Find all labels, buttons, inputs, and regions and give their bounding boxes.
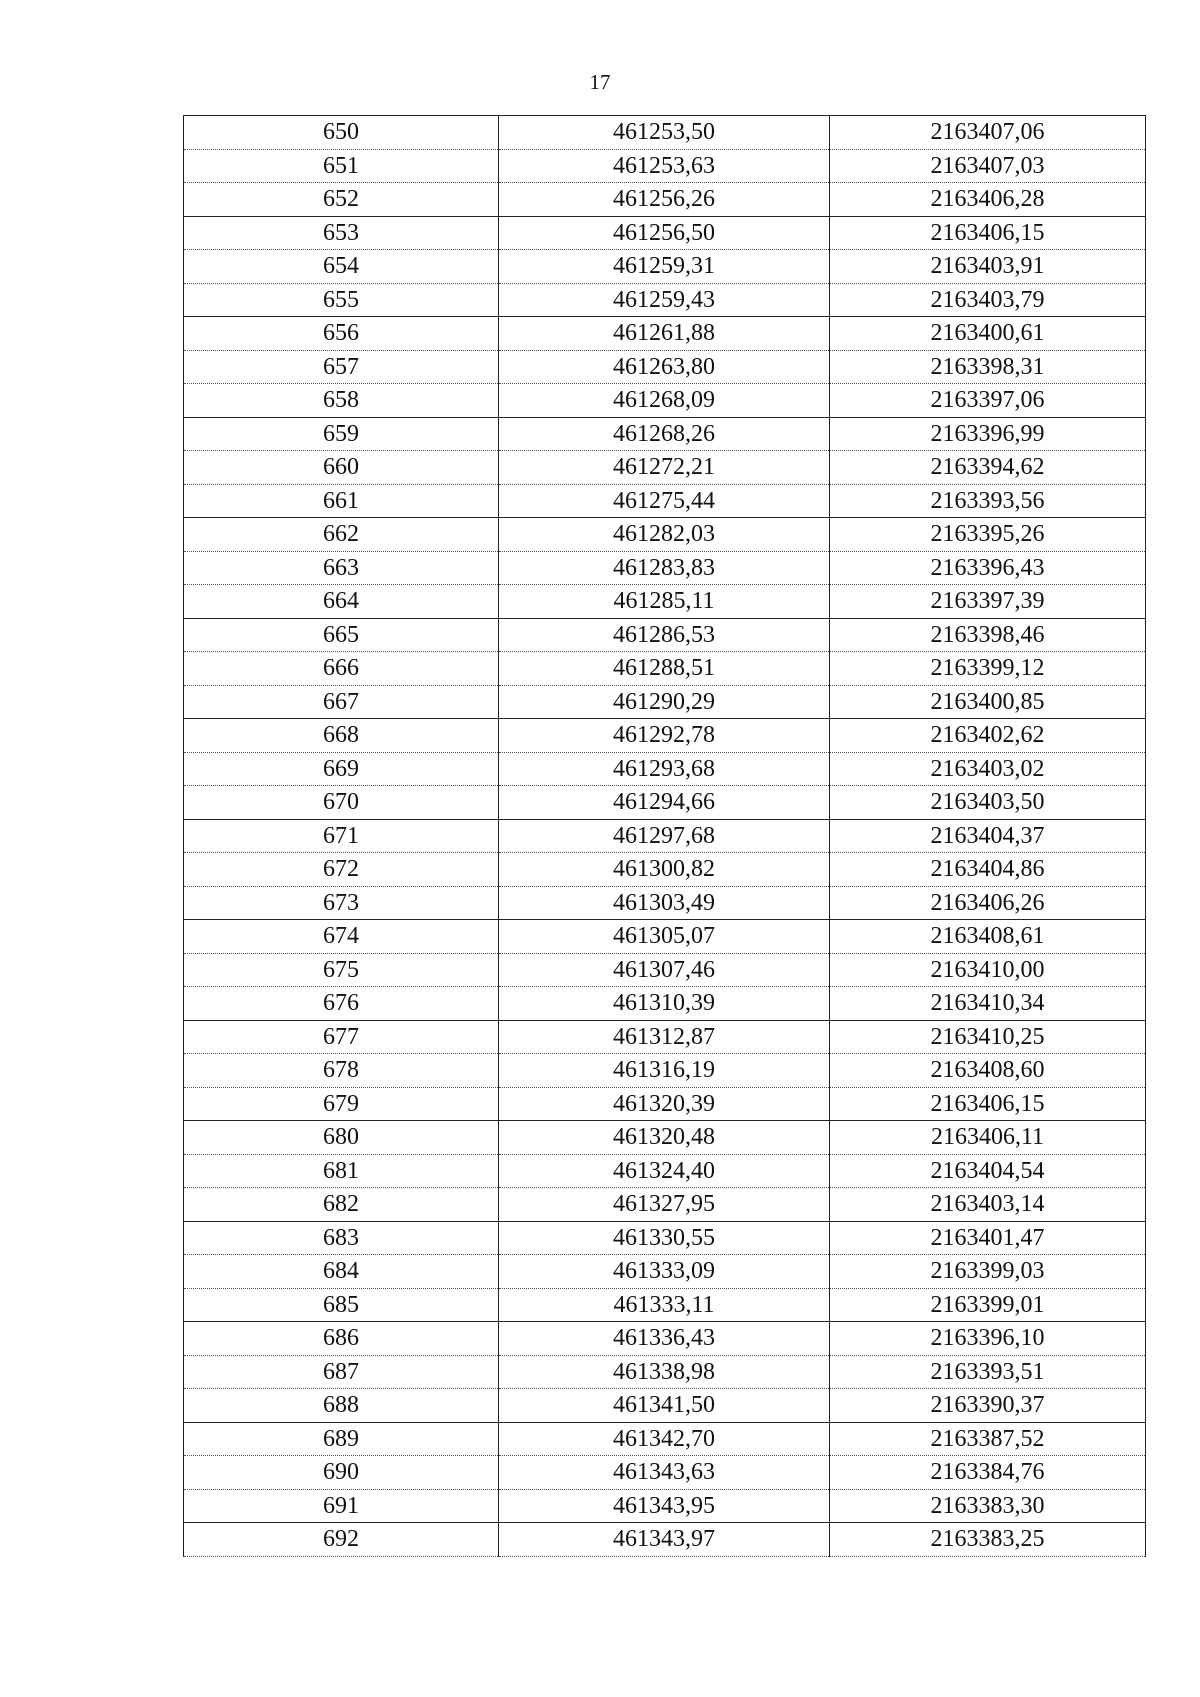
point-number-cell: 651 [184,149,499,183]
y-coordinate-cell: 2163410,34 [830,987,1146,1021]
point-number-cell: 685 [184,1288,499,1322]
table-row [184,1121,1146,1155]
table-row [184,1221,1146,1255]
table-row [184,685,1146,719]
x-coordinate-cell: 461307,46 [499,953,830,987]
page-number: 17 [589,70,611,94]
x-coordinate-cell: 461259,31 [499,250,830,284]
y-coordinate-cell: 2163384,76 [830,1456,1146,1490]
point-number-cell: 653 [184,216,499,250]
point-number-cell: 691 [184,1489,499,1523]
x-coordinate-cell: 461292,78 [499,719,830,753]
point-number-cell: 667 [184,685,499,719]
y-coordinate-cell: 2163406,28 [830,183,1146,217]
point-number-cell: 678 [184,1054,499,1088]
x-coordinate-cell: 461297,68 [499,819,830,853]
y-coordinate-cell: 2163390,37 [830,1389,1146,1423]
point-number-cell: 686 [184,1322,499,1356]
y-coordinate-cell: 2163406,11 [830,1121,1146,1155]
x-coordinate-cell: 461324,40 [499,1154,830,1188]
coordinates-table [183,115,1146,1557]
y-coordinate-cell: 2163403,79 [830,283,1146,317]
table-row [184,183,1146,217]
table-row [184,317,1146,351]
point-number-cell: 682 [184,1188,499,1222]
y-coordinate-cell: 2163399,01 [830,1288,1146,1322]
x-coordinate-cell: 461305,07 [499,920,830,954]
x-coordinate-cell: 461261,88 [499,317,830,351]
y-coordinate-cell: 2163408,60 [830,1054,1146,1088]
table-row [184,953,1146,987]
table-row [184,886,1146,920]
point-number-cell: 671 [184,819,499,853]
table-row [184,1355,1146,1389]
point-number-cell: 666 [184,652,499,686]
y-coordinate-cell: 2163396,10 [830,1322,1146,1356]
x-coordinate-cell: 461268,09 [499,384,830,418]
point-number-cell: 664 [184,585,499,619]
point-number-cell: 658 [184,384,499,418]
x-coordinate-cell: 461333,11 [499,1288,830,1322]
x-coordinate-cell: 461275,44 [499,484,830,518]
y-coordinate-cell: 2163404,86 [830,853,1146,887]
y-coordinate-cell: 2163400,85 [830,685,1146,719]
point-number-cell: 655 [184,283,499,317]
x-coordinate-cell: 461320,39 [499,1087,830,1121]
x-coordinate-cell: 461282,03 [499,518,830,552]
table-row [184,417,1146,451]
table-row [184,819,1146,853]
y-coordinate-cell: 2163396,43 [830,551,1146,585]
y-coordinate-cell: 2163397,06 [830,384,1146,418]
table-row [184,1322,1146,1356]
table-row [184,1456,1146,1490]
x-coordinate-cell: 461286,53 [499,618,830,652]
point-number-cell: 672 [184,853,499,887]
x-coordinate-cell: 461263,80 [499,350,830,384]
y-coordinate-cell: 2163403,50 [830,786,1146,820]
table-row [184,551,1146,585]
y-coordinate-cell: 2163407,06 [830,116,1146,150]
point-number-cell: 689 [184,1422,499,1456]
table-row [184,116,1146,150]
point-number-cell: 660 [184,451,499,485]
y-coordinate-cell: 2163383,30 [830,1489,1146,1523]
x-coordinate-cell: 461294,66 [499,786,830,820]
point-number-cell: 659 [184,417,499,451]
point-number-cell: 676 [184,987,499,1021]
y-coordinate-cell: 2163407,03 [830,149,1146,183]
y-coordinate-cell: 2163402,62 [830,719,1146,753]
point-number-cell: 669 [184,752,499,786]
table-row [184,149,1146,183]
table-row [184,1188,1146,1222]
table-row [184,250,1146,284]
table-row [184,1288,1146,1322]
table-row [184,1154,1146,1188]
y-coordinate-cell: 2163401,47 [830,1221,1146,1255]
y-coordinate-cell: 2163403,91 [830,250,1146,284]
x-coordinate-cell: 461259,43 [499,283,830,317]
y-coordinate-cell: 2163403,14 [830,1188,1146,1222]
y-coordinate-cell: 2163406,15 [830,1087,1146,1121]
table-row [184,350,1146,384]
x-coordinate-cell: 461343,95 [499,1489,830,1523]
x-coordinate-cell: 461288,51 [499,652,830,686]
x-coordinate-cell: 461316,19 [499,1054,830,1088]
y-coordinate-cell: 2163383,25 [830,1523,1146,1557]
y-coordinate-cell: 2163398,31 [830,350,1146,384]
point-number-cell: 650 [184,116,499,150]
x-coordinate-cell: 461290,29 [499,685,830,719]
x-coordinate-cell: 461283,83 [499,551,830,585]
y-coordinate-cell: 2163408,61 [830,920,1146,954]
point-number-cell: 687 [184,1355,499,1389]
y-coordinate-cell: 2163410,25 [830,1020,1146,1054]
table-row [184,384,1146,418]
x-coordinate-cell: 461341,50 [499,1389,830,1423]
y-coordinate-cell: 2163395,26 [830,518,1146,552]
x-coordinate-cell: 461300,82 [499,853,830,887]
point-number-cell: 683 [184,1221,499,1255]
table-row [184,786,1146,820]
x-coordinate-cell: 461336,43 [499,1322,830,1356]
x-coordinate-cell: 461303,49 [499,886,830,920]
point-number-cell: 675 [184,953,499,987]
y-coordinate-cell: 2163404,54 [830,1154,1146,1188]
point-number-cell: 680 [184,1121,499,1155]
table-row [184,719,1146,753]
y-coordinate-cell: 2163394,62 [830,451,1146,485]
coordinates-table-body [184,116,1146,1557]
point-number-cell: 673 [184,886,499,920]
x-coordinate-cell: 461327,95 [499,1188,830,1222]
table-row [184,1255,1146,1289]
point-number-cell: 654 [184,250,499,284]
y-coordinate-cell: 2163393,56 [830,484,1146,518]
x-coordinate-cell: 461272,21 [499,451,830,485]
y-coordinate-cell: 2163398,46 [830,618,1146,652]
x-coordinate-cell: 461343,97 [499,1523,830,1557]
table-row [184,1422,1146,1456]
table-row [184,585,1146,619]
point-number-cell: 688 [184,1389,499,1423]
x-coordinate-cell: 461253,63 [499,149,830,183]
y-coordinate-cell: 2163404,37 [830,819,1146,853]
y-coordinate-cell: 2163406,15 [830,216,1146,250]
x-coordinate-cell: 461293,68 [499,752,830,786]
x-coordinate-cell: 461310,39 [499,987,830,1021]
table-row [184,652,1146,686]
point-number-cell: 684 [184,1255,499,1289]
x-coordinate-cell: 461253,50 [499,116,830,150]
table-row [184,853,1146,887]
point-number-cell: 690 [184,1456,499,1490]
y-coordinate-cell: 2163403,02 [830,752,1146,786]
y-coordinate-cell: 2163406,26 [830,886,1146,920]
x-coordinate-cell: 461343,63 [499,1456,830,1490]
point-number-cell: 663 [184,551,499,585]
x-coordinate-cell: 461333,09 [499,1255,830,1289]
point-number-cell: 662 [184,518,499,552]
table-row [184,618,1146,652]
x-coordinate-cell: 461268,26 [499,417,830,451]
table-row [184,1087,1146,1121]
point-number-cell: 661 [184,484,499,518]
table-row [184,1489,1146,1523]
x-coordinate-cell: 461256,50 [499,216,830,250]
point-number-cell: 665 [184,618,499,652]
point-number-cell: 692 [184,1523,499,1557]
y-coordinate-cell: 2163399,12 [830,652,1146,686]
x-coordinate-cell: 461338,98 [499,1355,830,1389]
table-row [184,283,1146,317]
table-row [184,752,1146,786]
y-coordinate-cell: 2163387,52 [830,1422,1146,1456]
x-coordinate-cell: 461320,48 [499,1121,830,1155]
table-row [184,920,1146,954]
point-number-cell: 657 [184,350,499,384]
x-coordinate-cell: 461342,70 [499,1422,830,1456]
table-row [184,518,1146,552]
table-row [184,1054,1146,1088]
x-coordinate-cell: 461285,11 [499,585,830,619]
x-coordinate-cell: 461256,26 [499,183,830,217]
y-coordinate-cell: 2163400,61 [830,317,1146,351]
y-coordinate-cell: 2163397,39 [830,585,1146,619]
table-row [184,1389,1146,1423]
point-number-cell: 681 [184,1154,499,1188]
y-coordinate-cell: 2163396,99 [830,417,1146,451]
table-row [184,1020,1146,1054]
x-coordinate-cell: 461312,87 [499,1020,830,1054]
y-coordinate-cell: 2163410,00 [830,953,1146,987]
point-number-cell: 652 [184,183,499,217]
table-row [184,451,1146,485]
y-coordinate-cell: 2163393,51 [830,1355,1146,1389]
table-row [184,1523,1146,1557]
table-row [184,987,1146,1021]
point-number-cell: 677 [184,1020,499,1054]
table-row [184,216,1146,250]
point-number-cell: 656 [184,317,499,351]
x-coordinate-cell: 461330,55 [499,1221,830,1255]
point-number-cell: 668 [184,719,499,753]
point-number-cell: 670 [184,786,499,820]
point-number-cell: 674 [184,920,499,954]
table-row [184,484,1146,518]
point-number-cell: 679 [184,1087,499,1121]
y-coordinate-cell: 2163399,03 [830,1255,1146,1289]
